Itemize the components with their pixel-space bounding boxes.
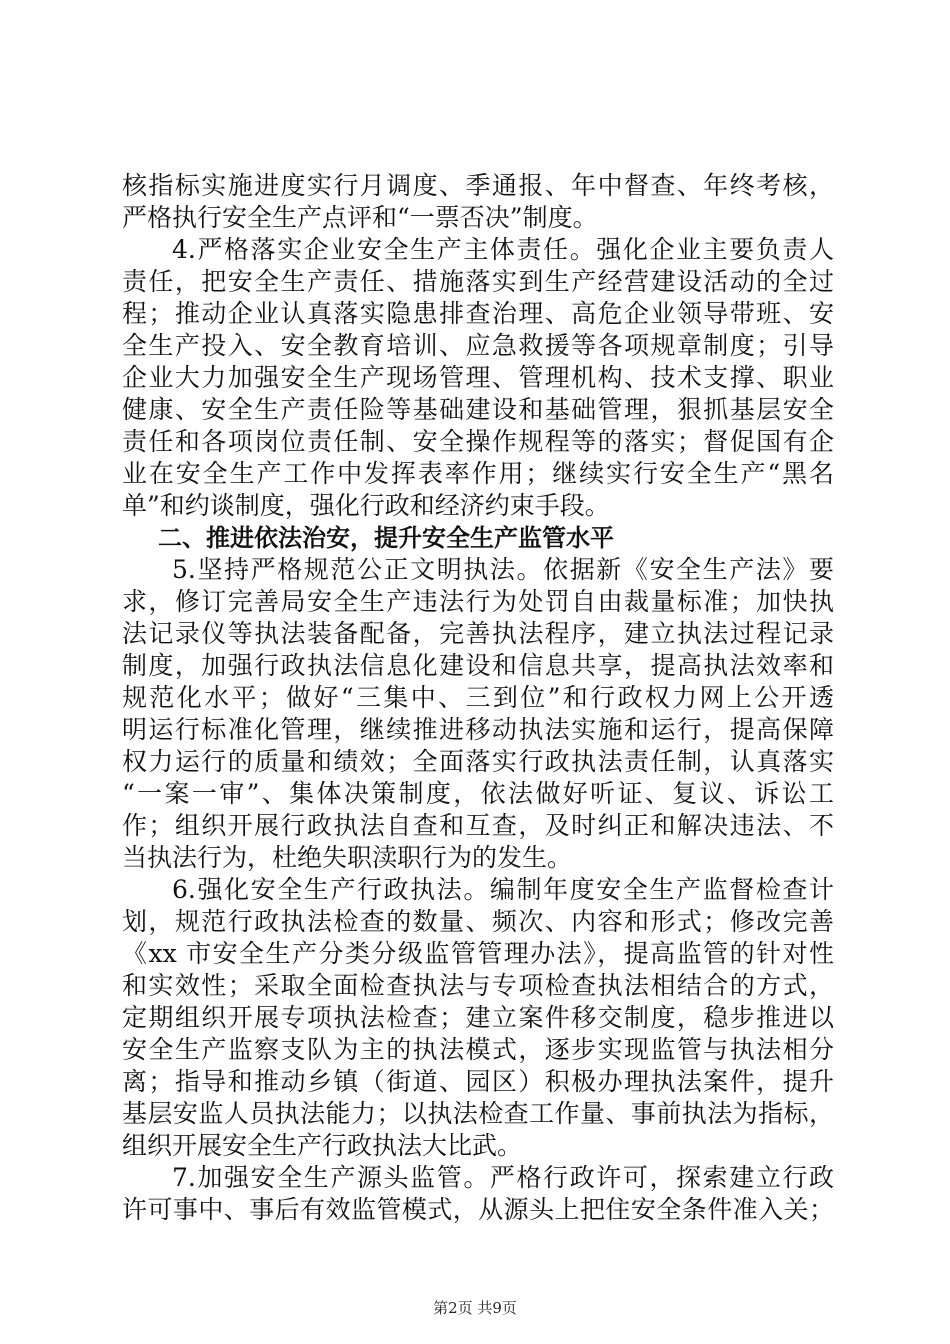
text-line: 4.严格落实企业安全生产主体责任。强化企业主要负责人 <box>172 235 834 264</box>
text-line: 和实效性；采取全面检查执法与专项检查执法相结合的方式， <box>122 971 834 1000</box>
text-line: 5.坚持严格规范公正文明执法。依据新《安全生产法》要 <box>172 555 834 584</box>
text-line: 程；推动企业认真落实隐患排查治理、高危企业领导带班、安 <box>122 299 834 328</box>
text-line: 划，规范行政执法检查的数量、频次、内容和形式；修改完善 <box>122 907 834 936</box>
text-line: 定期组织开展专项执法检查；建立案件移交制度，稳步推进以 <box>122 1003 834 1032</box>
text-line: 权力运行的质量和绩效；全面落实行政执法责任制，认真落实 <box>122 747 834 776</box>
text-line: 规范化水平；做好“三集中、三到位”和行政权力网上公开透 <box>122 683 834 712</box>
text-line: 当执法行为，杜绝失职渎职行为的发生。 <box>122 843 573 872</box>
text-line: 健康、安全生产责任险等基础建设和基础管理，狠抓基层安全 <box>122 395 834 424</box>
text-line: 许可事中、事后有效监管模式，从源头上把住安全条件准入关； <box>122 1195 834 1224</box>
text-line: 明运行标准化管理，继续推进移动执法实施和运行，提高保障 <box>122 715 834 744</box>
text-line: 安全生产监察支队为主的执法模式，逐步实现监管与执法相分 <box>122 1035 834 1064</box>
text-line: 制度，加强行政执法信息化建设和信息共享，提高执法效率和 <box>122 651 834 680</box>
text-line: 责任，把安全生产责任、措施落实到生产经营建设活动的全过 <box>122 267 834 296</box>
document-body <box>122 170 834 1226</box>
section-heading: 二、推进依法治安，提升安全生产监管水平 <box>158 524 614 552</box>
page-number-footer: 第2页 共9页 <box>433 1299 517 1317</box>
text-line: 企业大力加强安全生产现场管理、管理机构、技术支撑、职业 <box>122 363 834 392</box>
text-line: 作；组织开展行政执法自查和互查，及时纠正和解决违法、不 <box>122 811 834 840</box>
text-line: 单”和约谈制度，强化行政和经济约束手段。 <box>122 491 610 520</box>
text-line: 6.强化安全生产行政执法。编制年度安全生产监督检查计 <box>172 875 834 904</box>
text-line: 责任和各项岗位责任制、安全操作规程等的落实；督促国有企 <box>122 427 834 456</box>
text-line: 求，修订完善局安全生产违法行为处罚自由裁量标准；加快执 <box>122 587 834 616</box>
text-line: 离；指导和推动乡镇（街道、园区）积极办理执法案件，提升 <box>122 1067 834 1096</box>
text-line: 严格执行安全生产点评和“一票否决”制度。 <box>122 203 598 232</box>
text-line: 基层安监人员执法能力；以执法检查工作量、事前执法为指标， <box>122 1099 834 1128</box>
text-line: 组织开展安全生产行政执法大比武。 <box>122 1131 523 1160</box>
text-line: 业在安全生产工作中发挥表率作用；继续实行安全生产“黑名 <box>122 459 834 488</box>
text-line: 核指标实施进度实行月调度、季通报、年中督查、年终考核， <box>122 171 834 200</box>
text-line: 全生产投入、安全教育培训、应急救援等各项规章制度；引导 <box>122 331 834 360</box>
text-line: 法记录仪等执法装备配备，完善执法程序，建立执法过程记录 <box>122 619 834 648</box>
text-line: 7.加强安全生产源头监管。严格行政许可，探索建立行政 <box>172 1163 834 1192</box>
text-line: 《xx 市安全生产分类分级监管管理办法》，提高监管的针对性 <box>122 939 834 968</box>
text-line: “一案一审”、集体决策制度，依法做好听证、复议、诉讼工 <box>122 779 834 808</box>
